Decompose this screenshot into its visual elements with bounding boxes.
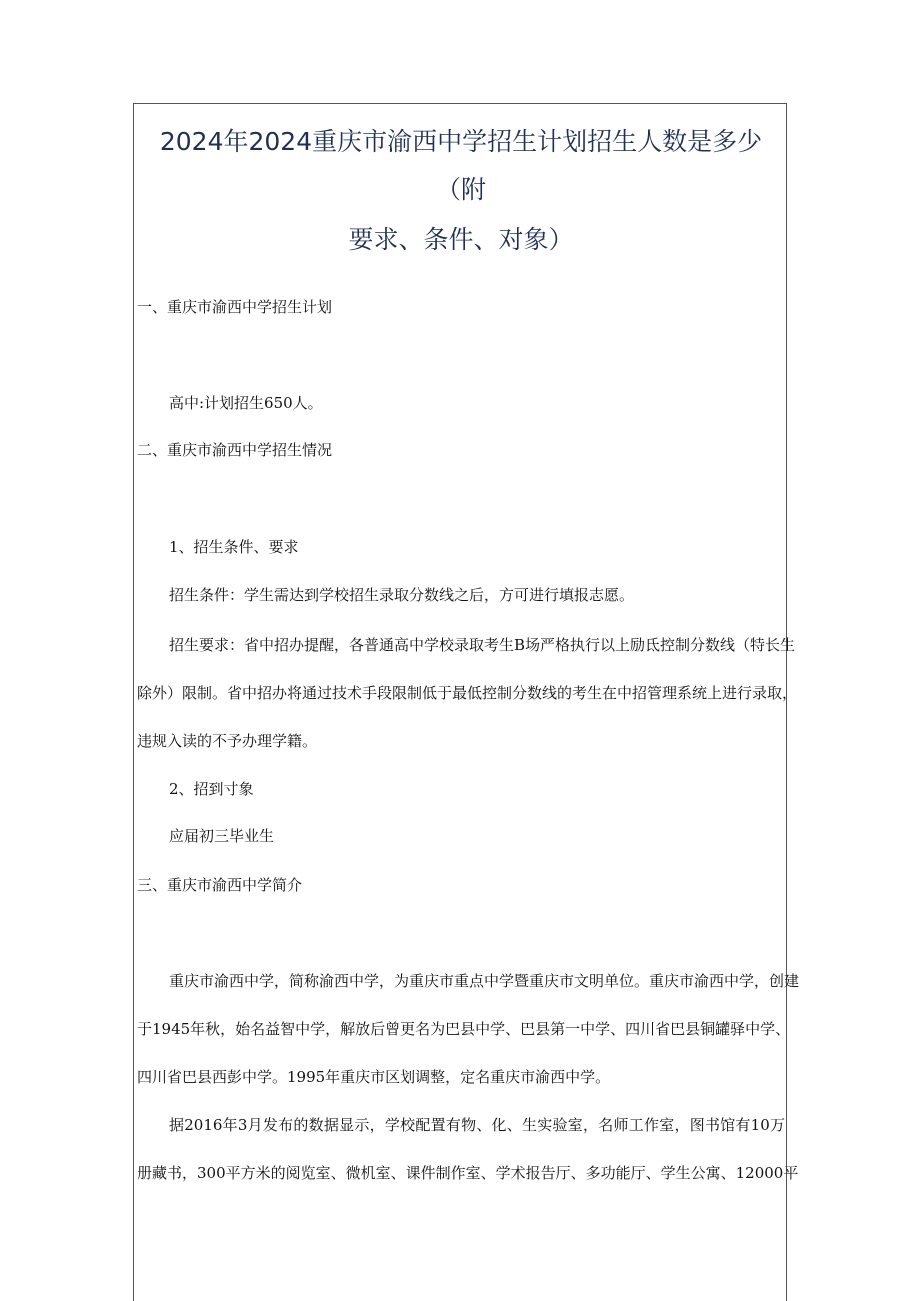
document-title-line-1: 2024年2024重庆市渝西中学招生计划招生人数是多少: [159, 127, 763, 156]
section-3-paragraph-2-line-2: 册藏书，300平方米的阅览室、微机室、课件制作室、学术报告厅、多功能厅、学生公寓、12000平: [137, 1164, 799, 1182]
section-3-paragraph-2-line-1: 据2016年3月发布的数据显示，学校配置有物、化、生实验室，名师工作室，图书馆有10万: [169, 1116, 785, 1134]
section-2-requirements-line-2: 除外）限制。省中招办将通过技术手段限制低于最低控制分数线的考生在中招管理系统上进行录取，: [137, 684, 798, 702]
document-title-line-3: 要求、条件、对象）: [348, 225, 574, 254]
section-3-paragraph-1-line-2: 于1945年秋，始名益智中学，解放后曾更名为巴县中学、巴县第一中学、四川省巴县铜罐驿中学、: [137, 1020, 791, 1038]
section-2-requirements-line-3: 违规入读的不予办理学籍。: [137, 732, 318, 750]
section-2-target: 应届初三毕业生: [169, 827, 275, 845]
section-2-conditions: 招生条件：学生需达到学校招生录取分数线之后，方可进行填报志愿。: [169, 586, 635, 604]
section-2-subheading-2: 2、招到寸象: [169, 780, 254, 798]
section-1-body: 高中:计划招生650人。: [169, 394, 323, 412]
section-1-heading: 一、重庆市渝西中学招生计划: [137, 298, 333, 316]
section-3-paragraph-1-line-1: 重庆市渝西中学，简称渝西中学，为重庆市重点中学暨重庆市文明单位。重庆市渝西中学，创建: [169, 972, 800, 990]
document-title-line-2: （附: [435, 175, 486, 204]
section-3-paragraph-1-line-3: 四川省巴县西彭中学。1995年重庆市区划调整，定名重庆市渝西中学。: [137, 1068, 611, 1086]
section-2-requirements-line-1: 招生要求：省中招办提醒，各普通高中学校录取考生B场严格执行以上励氐控制分数线（特长生: [169, 636, 796, 654]
document-page: [133, 103, 800, 1301]
section-2-heading: 二、重庆市渝西中学招生情况: [137, 441, 333, 459]
section-2-subheading-1: 1、招生条件、要求: [169, 538, 299, 556]
section-3-heading: 三、重庆市渝西中学简介: [137, 876, 303, 894]
